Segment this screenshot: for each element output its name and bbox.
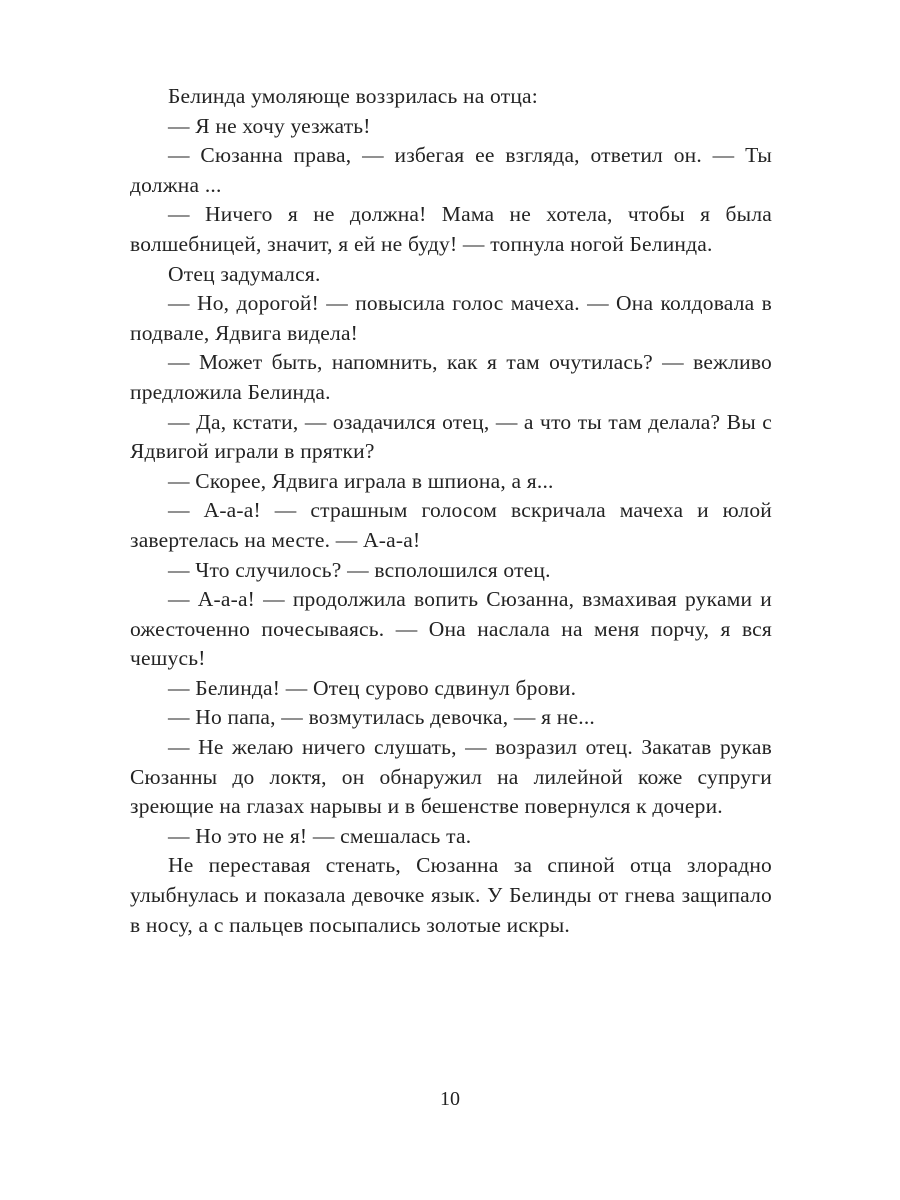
paragraph: — Может быть, напомнить, как я там очутилась? — вежливо предложила Белинда. (130, 350, 772, 404)
paragraph: — Да, кстати, — озадачился отец, — а что ты там делала? Вы с Ядвигой играли в прятки? (130, 409, 772, 464)
text-block (130, 82, 772, 940)
paragraph: — А-а-а! — продолжила вопить Сюзанна, взмахивая руками и ожесточенно почесываясь. — Она наслала на меня порчу, я вся чешусь! (130, 587, 772, 671)
paragraph: — Не желаю ничего слушать, — возразил отец. Закатав рукав Сюзанны до локтя, он обнаружил на лилейной коже супруги зреющие на глазах нарывы и в бешенстве повернулся к дочери. (130, 735, 772, 819)
paragraph: — Я не хочу уезжать! (168, 113, 371, 138)
paragraph: — Ничего я не должна! Мама не хотела, чтобы я была волшебницей, значит, я ей не буду! — топнула ногой Белинда. (130, 202, 772, 256)
page-number: 10 (440, 1088, 460, 1110)
paragraph: Не переставая стенать, Сюзанна за спиной отца злорадно улыбнулась и показала девочке язык. У Белинды от гнева защипало в носу, а с пальцев посыпались золотые искры. (130, 853, 772, 937)
paragraph: Отец задумался. (168, 261, 321, 286)
paragraph: — Но, дорогой! — повысила голос мачеха. — Она колдовала в подвале, Ядвига видела! (130, 291, 772, 345)
paragraph: — А-а-а! — страшным голосом вскричала мачеха и юлой завертелась на месте. — А-а-а! (130, 498, 772, 552)
paragraph: — Скорее, Ядвига играла в шпиона, а я... (168, 468, 554, 493)
paragraph: — Что случилось? — всполошился отец. (168, 557, 551, 582)
paragraph: Белинда умоляюще воззрилась на отца: (168, 84, 538, 108)
paragraph: — Но это не я! — смешалась та. (168, 823, 472, 848)
paragraph: — Сюзанна права, — избегая ее взгляда, ответил он. — Ты должна ... (130, 143, 772, 197)
paragraph: — Но папа, — возмутилась девочка, — я не... (168, 705, 595, 730)
paragraph: — Белинда! — Отец сурово сдвинул брови. (168, 675, 577, 700)
